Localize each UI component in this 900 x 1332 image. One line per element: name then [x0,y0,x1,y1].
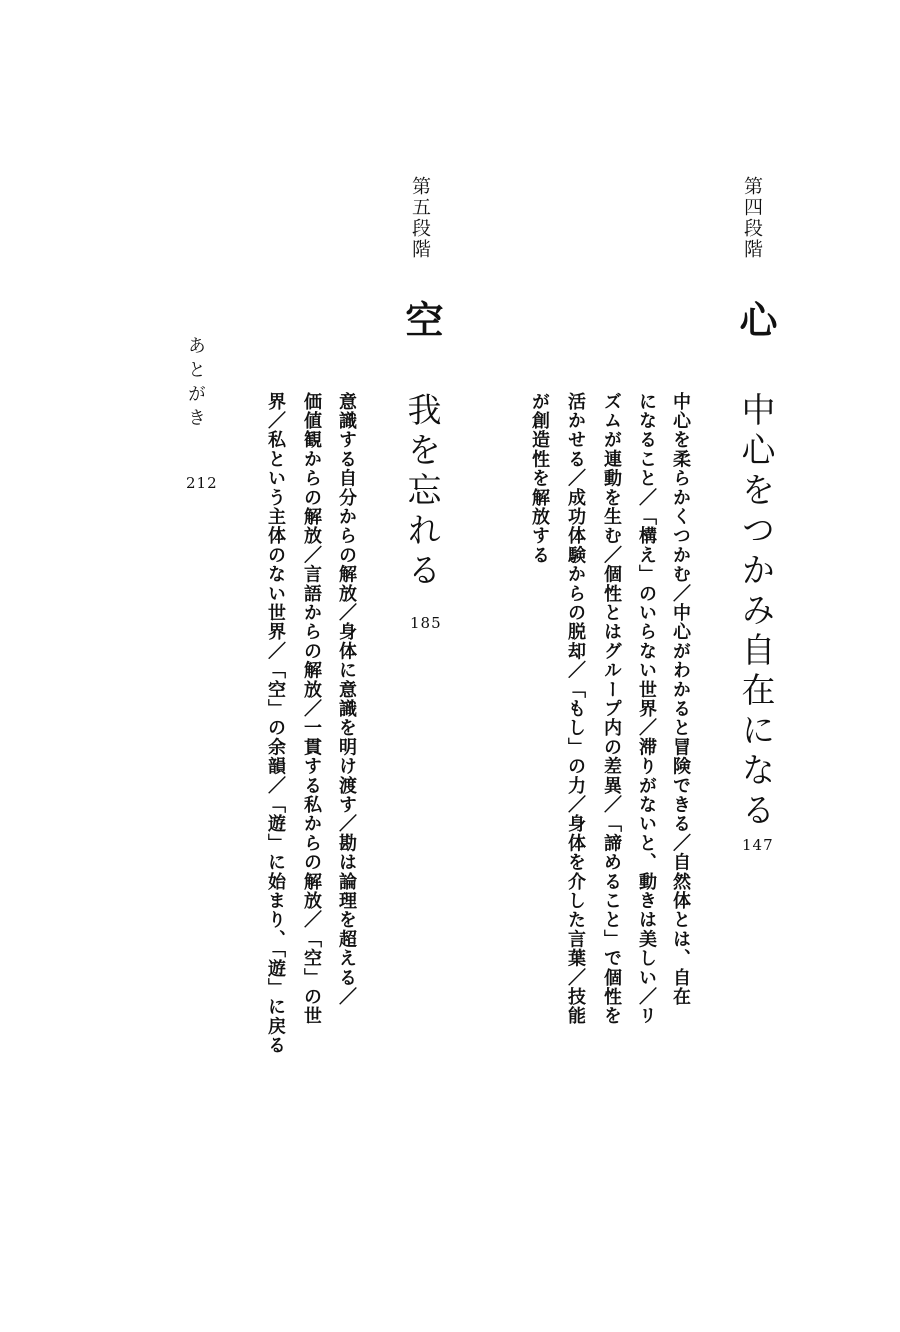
chapter5-stage-label: 第五段階 [409,176,431,260]
chapter4-body-line-5: が創造性を解放する [529,392,550,565]
chapter4-body-line-3: ズムが連動を生む／個性とはグループ内の差異／「諦めること」で個性を [601,392,622,1026]
chapter5-body-line-3: 界／私という主体のない世界／「空」の余韻／「遊」に始まり、「遊」に戻る [265,392,286,1055]
chapter4-subtitle: 中心をつかみ自在になる [735,392,775,832]
chapter4-body-line-2: になること／「構え」のいらない世界／滞りがないと、動きは美しい／リ [636,392,657,1026]
chapter4-kanji: 心 [733,300,778,338]
chapter4-body-line-4: 活かせる／成功体験からの脱却／「もし」の力／身体を介した言葉／技能 [565,392,586,1026]
afterword-title: あとがき [185,336,206,432]
chapter5-body-line-1: 意識する自分からの解放／身体に意識を明け渡す／勘は論理を超える／ [336,392,357,1007]
chapter5-body-line-2: 価値観からの解放／言語からの解放／一貫する私からの解放／「空」の世 [301,392,322,1026]
chapter5-kanji: 空 [399,300,444,338]
chapter5-subtitle: 我を忘れる [401,392,441,592]
chapter4-page-number: 147 [742,836,774,854]
chapter4-stage-label: 第四段階 [741,176,763,260]
chapter4-body-line-1: 中心を柔らかくつかむ／中心がわかると冒険できる／自然体とは、自在 [670,392,691,1007]
afterword-page-number: 212 [186,474,218,492]
chapter5-page-number: 185 [410,614,442,632]
